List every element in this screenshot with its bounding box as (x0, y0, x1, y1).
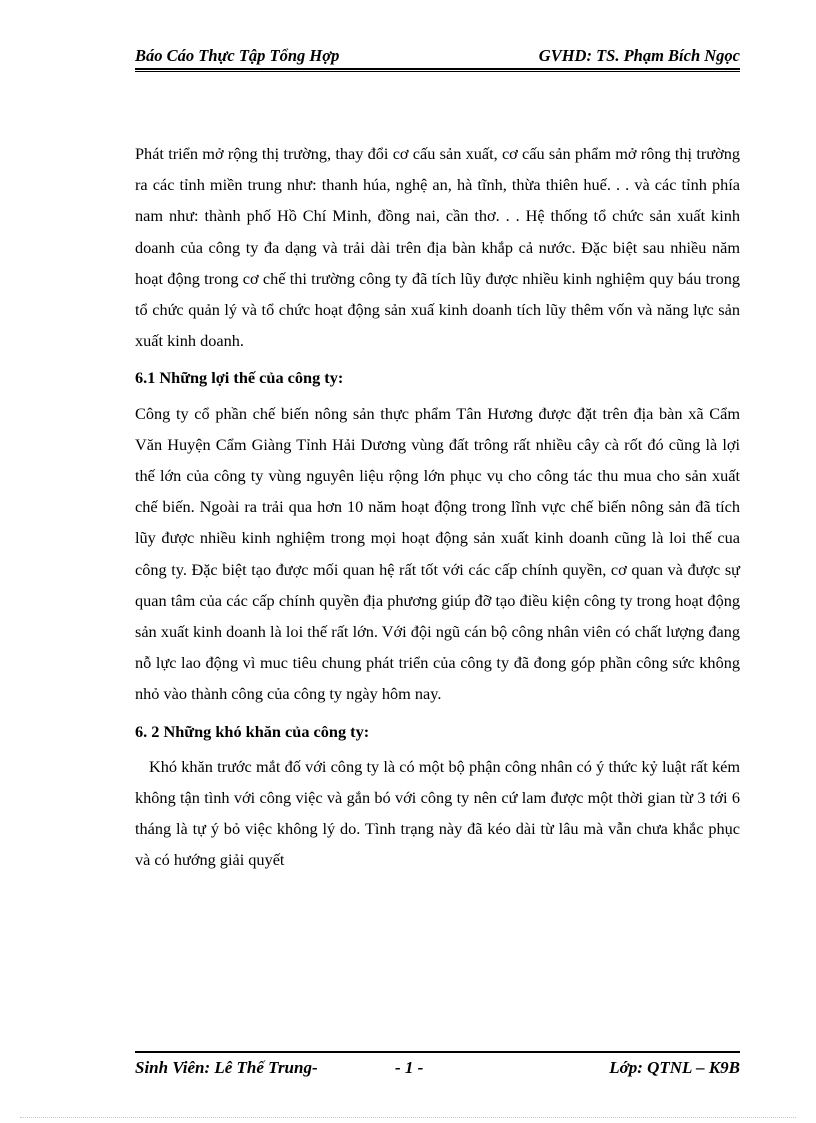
header-report-title: Báo Cáo Thực Tập Tổng Hợp (135, 46, 340, 65)
header-supervisor: GVHD: TS. Phạm Bích Ngọc (538, 46, 740, 65)
section-heading-advantages: 6.1 Những lợi thế của công ty: (135, 368, 344, 388)
difficulties-paragraph: Khó khăn trước mắt đố với công ty là có một bộ phận công nhân có ý thức kỷ luật rất kém không tận tình với công việc và gắn bó với công ty nên cứ lam được một thời gian từ 3 tới 6 tháng là tự ý bỏ việc không lý do. Tình trạng này đã kéo dài từ lâu mà vẫn chưa khắc phục và có hướng giải quyết (135, 756, 740, 870)
intro-paragraph: Phát triển mở rộng thị trường, thay đổi cơ cấu sản xuất, cơ cấu sản phẩm mở rông thị trường ra các tỉnh miền trung như: thanh húa, nghệ an, hà tĩnh, thừa thiên huế. . . và các tỉnh phía nam như: thành phố Hồ Chí Minh, đồng nai, cần thơ. . . Hệ thống tổ chức sản xuất kinh doanh của công ty đa dạng và trải dài trên địa bàn khắp cả nước. Đặc biệt sau nhiều năm hoạt động trong cơ chế thi trường công ty đã tích lũy được nhiều kinh nghiệm quy báu trong tổ chức quản lý và tổ chức hoạt động sản xuấ kinh doanh tích lũy thêm vốn và năng lực sản xuất kinh doanh. (135, 144, 740, 351)
page-header (135, 44, 740, 70)
page-bottom-border (20, 1117, 796, 1118)
footer-rule (135, 1051, 740, 1053)
page-footer (135, 1058, 740, 1082)
footer-class: Lớp: QTNL – K9B (609, 1058, 740, 1077)
document-body (135, 138, 740, 876)
advantages-paragraph: Công ty cổ phần chế biến nông sản thực phẩm Tân Hương được đặt trên địa bàn xã Cẩm Văn Huyện Cẩm Giàng Tỉnh Hải Dương vùng đất trông rất nhiều cây cà rốt đó cũng là lợi thế lớn của công ty vùng nguyên liệu rộng lớn phục vụ cho công tác thu mua cho sản xuất chế biến. Ngoài ra trải qua hơn 10 năm hoạt động trong lĩnh vực chế biến nông sản đã tích lũy được nhiều kinh nghiệm trong mọi hoạt động sản xuất kinh doanh cũng là loi thế cua công ty. Đặc biệt tạo được mối quan hệ rất tốt với các cấp chính quyền, cơ quan và được sự quan tâm của các cấp chính quyền địa phương giúp đỡ tạo điều kiện công ty trong hoạt động sản xuất kinh doanh là loi thế rất lớn. Với đội ngũ cán bộ công nhân viên có chất lượng đang nỗ lực lao động vì muc tiêu chung phát triển của công ty đã đong góp phần công sức không nhỏ vào thành công của công ty ngày hôm nay. (135, 403, 740, 704)
header-rule (135, 68, 740, 70)
footer-student: Sinh Viên: Lê Thế Trung- (135, 1058, 318, 1077)
page-number: - 1 - (395, 1058, 424, 1077)
header-rule-thin (135, 71, 740, 72)
section-heading-difficulties: 6. 2 Những khó khăn của công ty: (135, 721, 370, 741)
